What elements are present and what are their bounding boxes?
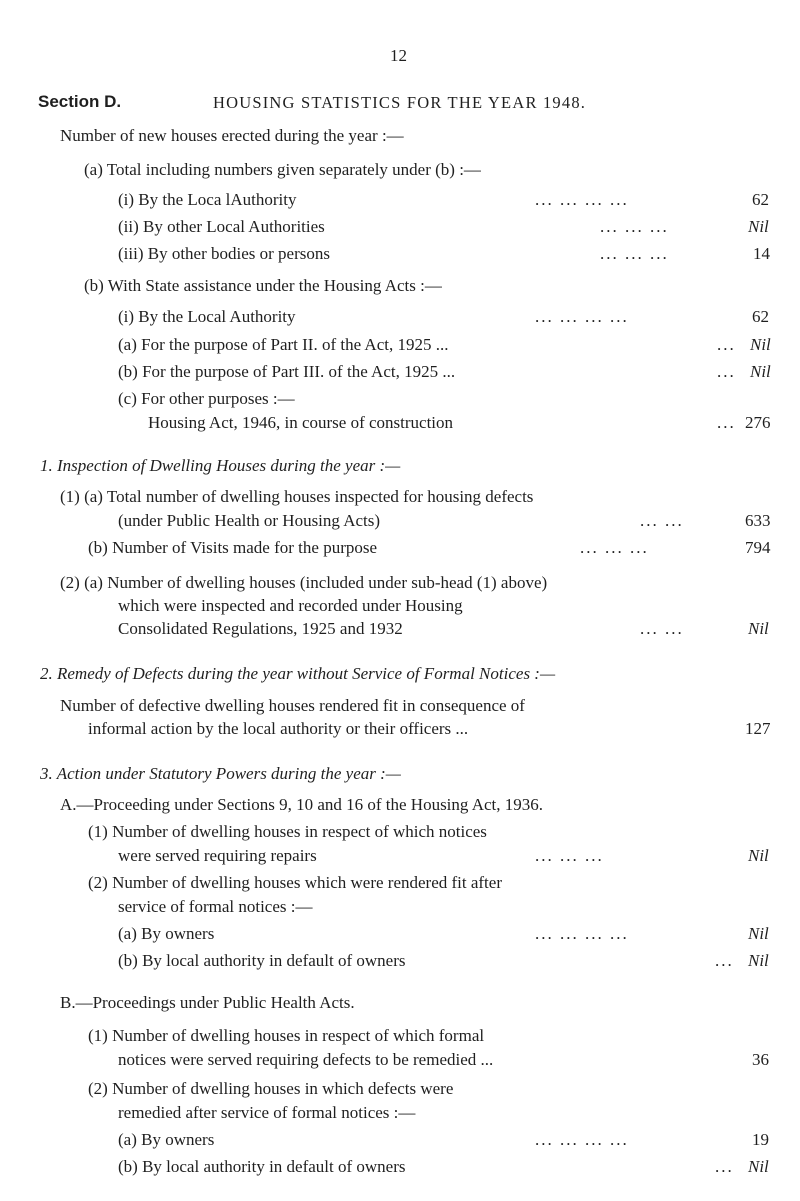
s3-B1-line1: (1) Number of dwelling houses in respect of which formal [88,1026,485,1045]
section-1-heading: 1. Inspection of Dwelling Houses during the year :— [40,456,401,475]
b-item-value: 62 [752,307,769,326]
s3-B2-line2: remedied after service of formal notices :— [118,1103,416,1122]
s1-item-1b-value: 794 [745,538,771,557]
leader-dots: ... [717,362,736,381]
section-3-heading: 3. Action under Statutory Powers during the year :— [40,764,401,783]
leader-dots: ... ... ... ... [535,307,629,326]
c-item-value: 276 [745,413,771,432]
leader-dots: ... [715,1157,734,1176]
s3-A-line: A.—Proceeding under Sections 9, 10 and 16 of the Housing Act, 1936. [60,795,544,814]
section-2-heading: 2. Remedy of Defects during the year without Service of Formal Notices :— [40,664,556,683]
s3-A2a-value: Nil [748,924,769,943]
intro-line: Number of new houses erected during the year :— [60,126,404,145]
c-line: (c) For other purposes :— [118,389,295,408]
s2-line2: informal action by the local authority or their officers ... [88,719,469,738]
s1-item-2a-line2: which were inspected and recorded under Housing [118,596,463,615]
s3-A2a-label: (a) By owners [118,924,215,943]
b-item-label: (b) For the purpose of Part III. of the Act, 1925 ... [118,362,456,381]
s3-B1-value: 36 [752,1050,769,1069]
leader-dots: ... ... [640,619,684,638]
s2-value: 127 [745,719,771,738]
leader-dots: ... [715,951,734,970]
leader-dots: ... ... ... [600,244,669,263]
s1-item-1a-line1: (1) (a) Total number of dwelling houses inspected for housing defects [60,487,534,506]
a-item-label: (ii) By other Local Authorities [118,217,325,236]
s3-A1-line1: (1) Number of dwelling houses in respect of which notices [88,822,487,841]
s1-item-1a-value: 633 [745,511,771,530]
s3-B1-line2: notices were served requiring defects to be remedied ... [118,1050,494,1069]
s3-A1-line2: were served requiring repairs [118,846,317,865]
s3-B2b-label: (b) By local authority in default of owners [118,1157,406,1176]
s3-A2b-label: (b) By local authority in default of owners [118,951,406,970]
b-item-value: Nil [750,335,771,354]
s1-item-2a-line3: Consolidated Regulations, 1925 and 1932 [118,619,403,638]
s3-A2-line1: (2) Number of dwelling houses which were rendered fit after [88,873,502,892]
a-item-value: 14 [753,244,770,263]
b-item-label: (a) For the purpose of Part II. of the Act, 1925 ... [118,335,449,354]
leader-dots: ... ... ... ... [535,1130,629,1149]
leader-dots: ... ... ... ... [535,190,629,209]
a-item-value: Nil [748,217,769,236]
a-line: (a) Total including numbers given separately under (b) :— [84,160,481,179]
b-item-value: Nil [750,362,771,381]
s3-A2-line2: service of formal notices :— [118,897,313,916]
leader-dots: ... ... [640,511,684,530]
s3-B-line: B.—Proceedings under Public Health Acts. [60,993,355,1012]
s1-item-2a-value: Nil [748,619,769,638]
leader-dots: ... [717,413,736,432]
a-item-label: (i) By the Loca lAuthority [118,190,297,209]
page-number: 12 [390,46,407,65]
a-item-value: 62 [752,190,769,209]
leader-dots: ... ... ... [600,217,669,236]
a-item-label: (iii) By other bodies or persons [118,244,330,263]
leader-dots: ... ... ... [580,538,649,557]
s3-A2b-value: Nil [748,951,769,970]
b-item-label: (i) By the Local Authority [118,307,296,326]
s2-line1: Number of defective dwelling houses rendered fit in consequence of [60,696,525,715]
section-label: Section D. [38,92,122,111]
s3-A1-value: Nil [748,846,769,865]
b-line: (b) With State assistance under the Housing Acts :— [84,276,442,295]
leader-dots: ... ... ... ... [535,924,629,943]
s3-B2a-value: 19 [752,1130,769,1149]
s3-B2a-label: (a) By owners [118,1130,215,1149]
s1-item-1b-label: (b) Number of Visits made for the purpose [88,538,378,557]
s1-item-2a-line1: (2) (a) Number of dwelling houses (included under sub-head (1) above) [60,573,548,592]
leader-dots: ... [717,335,736,354]
s1-item-1a-line2: (under Public Health or Housing Acts) [118,511,381,530]
c-item-label: Housing Act, 1946, in course of construction [148,413,454,432]
leader-dots: ... ... ... [535,846,604,865]
s3-B2-line1: (2) Number of dwelling houses in which defects were [88,1079,454,1098]
s3-B2b-value: Nil [748,1157,769,1176]
page-title: HOUSING STATISTICS FOR THE YEAR 1948. [213,93,587,112]
